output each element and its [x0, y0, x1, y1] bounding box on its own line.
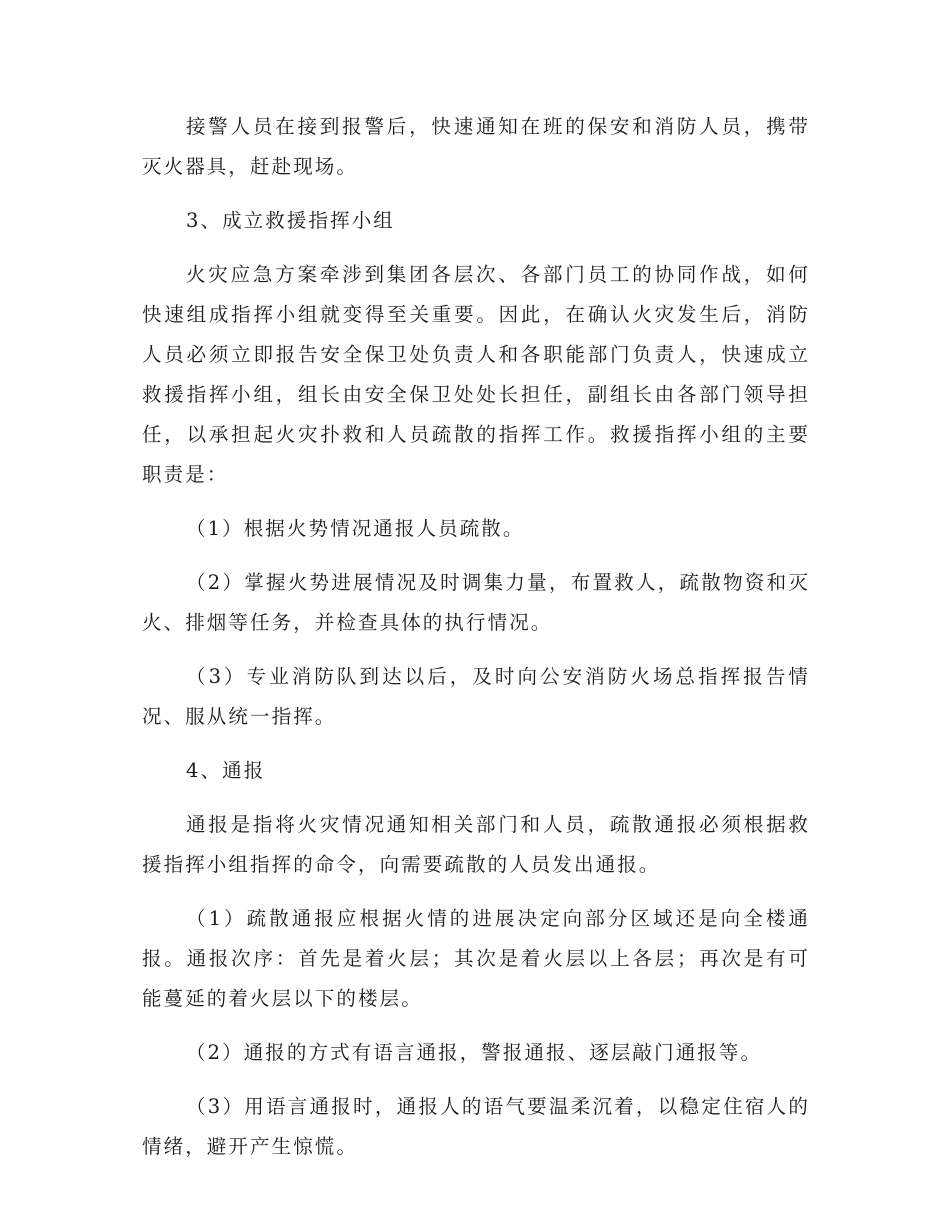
paragraph-notification: 通报是指将火灾情况通知相关部门和人员，疏散通报必须根据救援指挥小组指挥的命令，向需要疏散的人员发出通报。	[142, 813, 810, 876]
list-item-duty-3: （3）专业消防队到达以后，及时向公安消防火场总指挥报告情况、服从统一指挥。	[142, 665, 810, 728]
paragraph-report-notify: 接警人员在接到报警后，快速通知在班的保安和消防人员，携带灭火器具，赶赴现场。	[142, 115, 810, 178]
list-item-notification-2: （2）通报的方式有语言通报，警报通报、逐层敲门通报等。	[186, 1041, 763, 1064]
document-body	[142, 107, 810, 1181]
paragraph-rescue-command-group: 火灾应急方案牵涉到集团各层次、各部门员工的协同作战，如何快速组成指挥小组就变得至关重要。因此，在确认火灾发生后，消防人员必须立即报告安全保卫处负责人和各职能部门负责人，快速成立救援指挥小组，组长由安全保卫处处长担任，副组长由各部门领导担任，以承担起火灾扑救和人员疏散的指挥工作。救援指挥小组的主要职责是：	[142, 263, 810, 486]
list-item-duty-1: （1）根据火势情况通报人员疏散。	[186, 517, 525, 540]
list-item-duty-2: （2）掌握火势进展情况及时调集力量，布置救人，疏散物资和灭火、排烟等任务，并检查具体的执行情况。	[142, 571, 810, 634]
heading-rescue-command-group: 3、成立救援指挥小组	[186, 209, 395, 232]
list-item-notification-1: （1）疏散通报应根据火情的进展决定向部分区域还是向全楼通报。通报次序：首先是着火层；其次是着火层以上各层；再次是有可能蔓延的着火层以下的楼层。	[142, 907, 810, 1010]
list-item-notification-3: （3）用语言通报时，通报人的语气要温柔沉着，以稳定住宿人的情绪，避开产生惊慌。	[142, 1095, 810, 1158]
heading-notification: 4、通报	[186, 759, 266, 782]
